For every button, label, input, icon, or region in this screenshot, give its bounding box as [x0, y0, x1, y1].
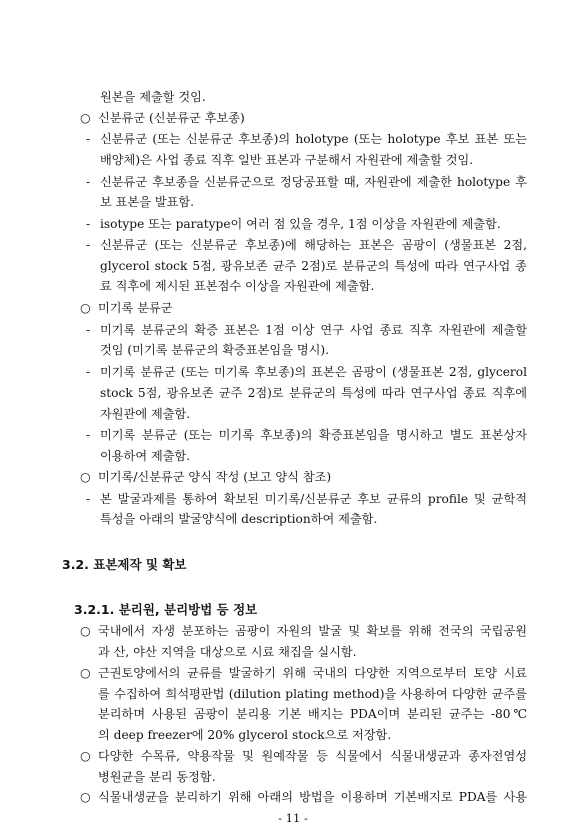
text-line: 식물내생균을 분리하기 위해 아래의 방법을 이용하며 기본배지로 PDA를 사용	[98, 790, 527, 805]
text-line: glycerol stock 5점, 광유보존 균주 2점)로 분류군의 특성에 따라 연구사업 종	[100, 258, 527, 273]
text-line: 근권토양에서의 균류를 발굴하기 위해 국내의 다양한 지역으로부터 토양 시료	[98, 665, 527, 680]
text-line: 자원관에 제출함.	[100, 406, 191, 421]
text-line: 과 산, 야산 지역을 대상으로 시료 채집을 실시함.	[98, 645, 357, 660]
bullet-heading: 미기록/신분류군 양식 작성 (보고 양식 참조)	[98, 469, 332, 484]
circle-bullet-icon: ○	[80, 469, 91, 484]
text-line: 신분류군 후보종을 신분류군으로 정당공표할 때, 자원관에 제출한 holotype 후	[100, 174, 527, 189]
dash-bullet-icon: -	[86, 217, 91, 231]
text-line: isotype 또는 paratype이 여러 점 있을 경우, 1점 이상을 자원관에 제출함.	[100, 217, 501, 231]
dash-bullet-icon: -	[86, 491, 91, 506]
circle-bullet-icon: ○	[80, 790, 91, 805]
section-heading: 3.2. 표본제작 및 확보	[62, 557, 187, 573]
circle-bullet-icon: ○	[80, 300, 91, 315]
text-line: 미기록 분류군 (또는 미기록 후보종)의 확증표본임을 명시하고 별도 표본상자	[100, 428, 527, 443]
dash-bullet-icon: -	[86, 237, 91, 252]
text-line: 료 직후에 제시된 표본점수 이상을 자원관에 제출함.	[100, 279, 375, 294]
text-line: 분리하며 사용된 곰팡이 분리용 기본 배지는 PDA이며 분리된 균주는 -80℃	[98, 707, 527, 722]
text-line: 의 deep freezer에 20% glycerol stock으로 저장함.	[98, 728, 392, 743]
text-line: 미기록 분류군 (또는 미기록 후보종)의 표본은 곰팡이 (생물표본 2점, glycerol	[100, 365, 527, 380]
bullet-heading: 미기록 분류군	[98, 300, 173, 315]
subsection-heading: 3.2.1. 분리원, 분리방법 등 정보	[74, 601, 258, 617]
page-number: - 11 -	[278, 811, 308, 826]
dash-bullet-icon: -	[86, 365, 91, 380]
dash-bullet-icon: -	[86, 132, 91, 147]
text-line: 원본을 제출할 것임.	[100, 89, 206, 104]
text-line: 보 표본을 발표함.	[100, 195, 195, 210]
circle-bullet-icon: ○	[80, 665, 91, 680]
text-line: 이용하여 제출함.	[100, 449, 191, 463]
circle-bullet-icon: ○	[80, 624, 91, 639]
text-line: 병원균을 분리 동정함.	[98, 769, 216, 784]
circle-bullet-icon: ○	[80, 111, 91, 126]
bullet-heading: 신분류군 (신분류군 후보종)	[98, 111, 245, 126]
text-line: 배양체)은 사업 종료 직후 일반 표본과 구분해서 자원관에 제출할 것임.	[100, 152, 474, 167]
text-line: 본 발굴과제를 통하여 확보된 미기록/신분류군 후보 균류의 profile 및 균학적	[100, 491, 527, 506]
dash-bullet-icon: -	[86, 174, 91, 189]
text-line: 특성을 아래의 발굴양식에 description하여 제출함.	[100, 512, 378, 527]
text-line: 를 수집하여 희석평판법 (dilution plating method)을 사용하여 다양한 균주를	[98, 686, 527, 701]
text-line: stock 5점, 광유보존 균주 2점)로 분류군의 특성에 따라 연구사업 종료 직후에	[100, 385, 527, 400]
text-line: 다양한 수목류, 약용작물 및 원예작물 등 식물에서 식물내생균과 종자전염성	[98, 748, 527, 763]
text-line: 미기록 분류군의 확증 표본은 1점 이상 연구 사업 종료 직후 자원관에 제출할	[100, 322, 527, 337]
text-line: 신분류군 (또는 신분류군 후보종)에 해당하는 표본은 곰팡이 (생물표본 2점,	[100, 237, 527, 252]
text-line: 국내에서 자생 분포하는 곰팡이 자원의 발굴 및 확보를 위해 전국의 국립공원	[98, 624, 527, 639]
dash-bullet-icon: -	[86, 428, 91, 443]
dash-bullet-icon: -	[86, 322, 91, 337]
text-line: 신분류군 (또는 신분류군 후보종)의 holotype (또는 holotype 후보 표본 또는	[100, 132, 527, 147]
text-line: 것임 (미기록 분류군의 확증표본임을 명시).	[100, 343, 330, 358]
circle-bullet-icon: ○	[80, 748, 91, 763]
